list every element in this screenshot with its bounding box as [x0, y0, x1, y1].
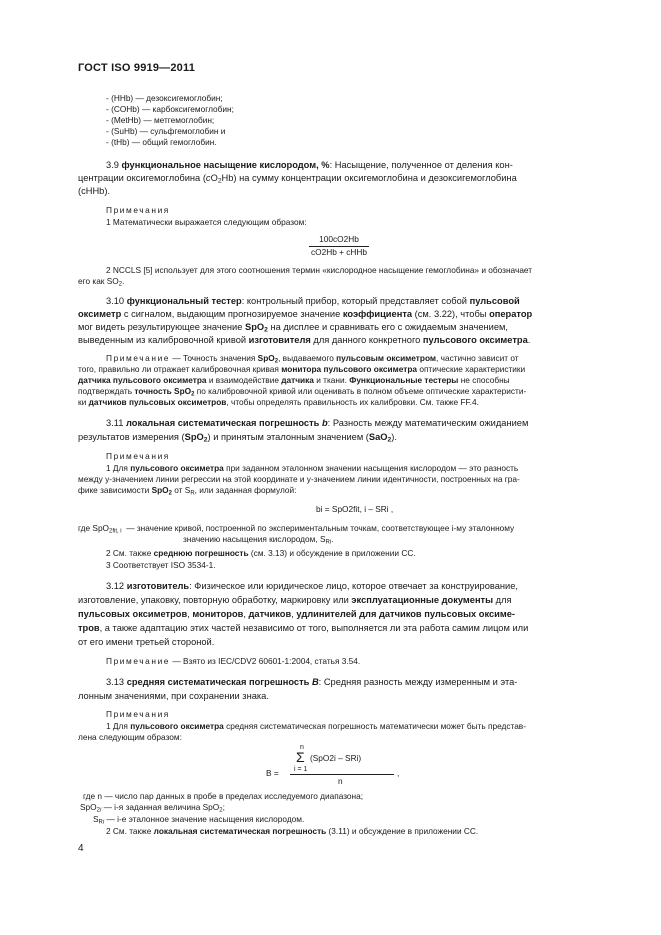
- term-title: изготовитель: [126, 581, 190, 591]
- term-3-10-line: 3.10 функциональный тестер: контрольный прибор, который представляет собой пульсовой: [106, 296, 520, 306]
- note-line: 1 Для пульсового оксиметра при заданном эталонном значении насыщения кислородом — это разность: [106, 463, 519, 473]
- paragraph-line: результатов измерения (SpO$_2$) и принятым эталонным значением (SaO$_2$).: [78, 432, 397, 444]
- term-3-13-line: 3.13 средняя систематическая погрешность B: Средняя разность между измеренным и эта-: [106, 677, 518, 687]
- formula-denominator: n: [338, 776, 343, 786]
- note-line: 2 NCCLS [5] использует для этого соотношения термин «кислородное насыщение гемоглобина» и обозначает: [106, 265, 533, 275]
- term-definition: : Насыщение, полученное от деления кон-: [329, 160, 513, 170]
- formula-body: (SpO2i – SRi): [310, 753, 362, 763]
- list-item: - (HHb) — дезоксигемоглобин;: [106, 93, 223, 103]
- definition-line: значению насыщения кислородом, $S_{Ri}$.: [183, 534, 334, 546]
- definition-line: $S_{Ri}$ — i-е эталонное значение насыщения кислородом.: [93, 814, 305, 826]
- page-number: 4: [78, 843, 84, 854]
- page-header: ГОСТ ISO 9919—2011: [78, 62, 196, 74]
- list-item: - (SuHb) — сульфгемоглобин и: [106, 126, 226, 136]
- sum-upper-limit: n: [300, 744, 304, 751]
- note-line: 1 Для пульсового оксиметра средняя систематическая погрешность математически может быть представ-: [106, 721, 526, 731]
- note-line: датчика пульсового оксиметра и взаимодействие датчика и ткани. Функциональные тестеры не способны: [78, 375, 510, 385]
- paragraph-line: мог видеть результирующее значение SpO$_2$ на дисплее и сравнивать его с ожидаемым значением,: [78, 322, 508, 334]
- term-3-9-line: [106, 159, 513, 171]
- sum-lower-limit: i = 1: [294, 766, 308, 773]
- list-item: - (MetHb) — метгемоглобин;: [106, 115, 215, 125]
- note-line: фике зависимости SpO$_2$ от $S_R$, или заданная формулой:: [78, 485, 297, 497]
- term-number: 3.9: [106, 160, 119, 170]
- term-title: локальная систематическая погрешность: [126, 418, 320, 428]
- paragraph-line: от его имени третьей стороной.: [78, 637, 215, 647]
- paragraph-line: лонным значениями, при сохранении знака.: [78, 691, 269, 701]
- note-line: его как $SO_2$.: [78, 276, 125, 288]
- term-title: функциональное насыщение кислородом: [121, 160, 317, 170]
- note-line: Примечание — Точность значения SpO$_2$, выдаваемого пульсовым оксиметром, частично зависит от: [106, 353, 519, 365]
- paragraph-line: оксиметр с сигналом, выдающим прогнозируемое значение коэффициента (см. 3.22), чтобы оператор: [78, 309, 533, 319]
- formula-lhs: B =: [266, 768, 279, 778]
- paragraph-line: выведенным из калибровочной кривой изготовителя для данного конкретного пульсового оксиметра.: [78, 335, 531, 345]
- definition-line: где SpO$_{2fit, i}$ — значение кривой, построенной по экспериментальным точкам, соответствующее i-му эталонному: [78, 523, 515, 535]
- note-line: между y-значением линии регрессии на этой координате и y-значением линии идентичности, построенных на гра-: [78, 474, 520, 484]
- paragraph-line: (cHHb).: [78, 186, 111, 196]
- definition-line: SpO$_{2i}$ — i-я заданная величина SpO$_2$;: [80, 802, 225, 814]
- term-title: средняя систематическая погрешность: [126, 677, 310, 687]
- note-line: ки датчиков пульсовых оксиметров, чтобы определять правильность их калибровки. См. также FF.4.: [78, 397, 479, 407]
- term-3-11-line: 3.11 локальная систематическая погрешность b: Разность между математическим ожиданием: [106, 418, 529, 428]
- definition-line: где n — число пар данных в пробе в пределах исследуемого диапазона;: [83, 791, 364, 801]
- fraction-bar: [290, 774, 394, 775]
- formula-numerator: 100cO2Hb: [319, 234, 359, 244]
- paragraph-line: тров, а также адаптацию этих частей независимо от того, выполняется ли эта работа самим лицом или: [78, 623, 529, 633]
- note-line: Примечание — Взято из IEC/CDV2 60601-1:2004, статья 3.54.: [106, 656, 361, 666]
- term-title: функциональный тестер: [126, 296, 242, 306]
- paragraph-line: изготовление, упаковку, повторную обработку, маркировку или эксплуатационные документы для: [78, 595, 512, 605]
- note-line: 3 Соответствует ISO 3534-1.: [106, 560, 216, 570]
- notes-label: Примечания: [106, 451, 170, 461]
- formula-comma: ,: [397, 768, 400, 778]
- notes-label: Примечания: [106, 205, 170, 215]
- note-line: подтверждать точность SpO$_2$ по калибровочной кривой или оценивать в полном объеме оптические характеристи-: [78, 386, 527, 398]
- term-3-12-line: 3.12 изготовитель: Физическое или юридическое лицо, которое отвечает за конструирование,: [106, 581, 518, 591]
- formula-bias: bi = SpO2fit, i – SRi ,: [316, 504, 394, 514]
- term-unit: , %: [316, 160, 330, 170]
- formula-denominator: cO2Hb + cHHb: [310, 247, 368, 257]
- list-item: - (COHb) — карбоксигемоглобин;: [106, 104, 234, 114]
- note-line: лена следующим образом:: [78, 732, 182, 742]
- note-label: Примечание: [106, 656, 171, 666]
- sum-sign: Σ: [296, 749, 305, 765]
- note-line: 2 См. также локальная систематическая погрешность (3.11) и обсуждение в приложении CC.: [106, 826, 479, 836]
- note-line: того, правильно ли отражает калибровочная кривая монитора пульсового оксиметра оптические характеристики: [78, 364, 526, 374]
- list-item: - (tHb) — общий гемоглобин.: [106, 137, 217, 147]
- note-line: 2 См. также среднюю погрешность (см. 3.13) и обсуждение в приложении CC.: [106, 548, 416, 558]
- note-line: 1 Математически выражается следующим образом:: [106, 217, 307, 227]
- note-label: Примечание: [106, 353, 171, 363]
- notes-label: Примечания: [106, 709, 170, 719]
- paragraph-line: пульсовых оксиметров, мониторов, датчиков, удлинителей для датчиков пульсовых оксиме-: [78, 609, 515, 619]
- paragraph-line: центрации оксигемоглобина $(cO_2Hb)$ на сумму концентрации оксигемоглобина и дезоксигемоглобина: [78, 173, 517, 185]
